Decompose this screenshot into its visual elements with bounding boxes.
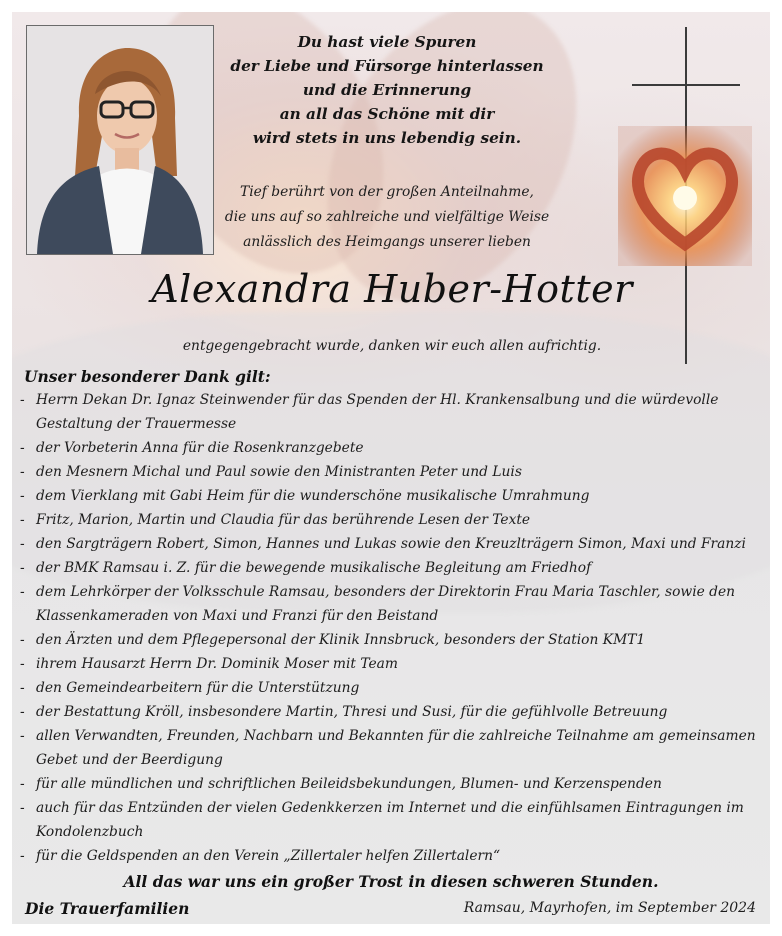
thanks-item [20, 388, 765, 436]
portrait-illustration [27, 26, 213, 254]
thanks-item-text: dem Lehrkörper der Volksschule Ramsau, besonders der Direktorin Frau Maria Taschler, sowie den Klassenkameraden von Maxi und Franzi für den Beistand [36, 584, 736, 624]
thanks-item [20, 724, 765, 772]
thanks-item [20, 508, 765, 532]
thanks-item-text: den Sargträgern Robert, Simon, Hannes und Lukas sowie den Kreuzlträgern Simon, Maxi und Franzi [36, 536, 746, 552]
list-dash: - [20, 440, 25, 456]
intro-line: anlässlich des Heimgangs unserer lieben [243, 234, 531, 250]
list-dash: - [20, 800, 25, 816]
closing-line: All das war uns ein großer Trost in diesen schweren Stunden. [123, 872, 659, 891]
thanks-item-text: den Mesnern Michal und Paul sowie den Ministranten Peter und Luis [36, 464, 522, 480]
thanks-item-text: der Vorbeterin Anna für die Rosenkranzgebete [36, 440, 364, 456]
thanks-item-text: dem Vierklang mit Gabi Heim für die wunderschöne musikalische Umrahmung [36, 488, 590, 504]
thanks-item [20, 628, 765, 652]
thanks-item [20, 556, 765, 580]
thanks-item-text: der Bestattung Kröll, insbesondere Martin, Thresi und Susi, für die gefühlvolle Betreuung [36, 704, 668, 720]
obituary-card [12, 12, 770, 924]
thanks-heading: Unser besonderer Dank gilt: [24, 367, 271, 386]
list-dash: - [20, 728, 25, 744]
thanks-item [20, 796, 765, 844]
thanks-item-text: den Gemeindearbeitern für die Unterstützung [36, 680, 360, 696]
thanks-item [20, 532, 765, 556]
thanks-item [20, 652, 765, 676]
thanks-item-text: allen Verwandten, Freunden, Nachbarn und Bekannten für die zahlreiche Teilnahme am gemeinsamen Gebet und der Beerdigung [36, 728, 756, 768]
poem [222, 30, 552, 150]
thanks-item [20, 460, 765, 484]
list-dash: - [20, 536, 25, 552]
thanks-item-text: für alle mündlichen und schriftlichen Beileidsbekundungen, Blumen- und Kerzenspenden [36, 776, 662, 792]
list-dash: - [20, 464, 25, 480]
thanks-item [20, 484, 765, 508]
list-dash: - [20, 776, 25, 792]
thanks-item-text: ihrem Hausarzt Herrn Dr. Dominik Moser mit Team [36, 656, 398, 672]
list-dash: - [20, 680, 25, 696]
thanks-item-text: der BMK Ramsau i. Z. für die bewegende musikalische Begleitung am Friedhof [36, 560, 592, 576]
poem-line: Du hast viele Spuren [297, 33, 477, 51]
list-dash: - [20, 848, 25, 864]
thanks-item [20, 700, 765, 724]
list-dash: - [20, 632, 25, 648]
list-dash: - [20, 704, 25, 720]
list-dash: - [20, 560, 25, 576]
thanks-item [20, 676, 765, 700]
signature: Die Trauerfamilien [25, 899, 190, 918]
list-dash: - [20, 488, 25, 504]
thanks-item-text: auch für das Entzünden der vielen Gedenkkerzen im Internet und die einfühlsamen Eintragungen im Kondolenzbuch [36, 800, 744, 840]
thanks-item-text: Herrn Dekan Dr. Ignaz Steinwender für das Spenden der Hl. Krankensalbung und die würdevolle Gestaltung der Trauermesse [36, 392, 719, 432]
poem-line: an all das Schöne mit dir [279, 105, 495, 123]
intro-line: Tief berührt von der großen Anteilnahme, [240, 184, 534, 200]
poem-line: der Liebe und Fürsorge hinterlassen [230, 57, 544, 75]
thanks-list [20, 388, 765, 868]
deceased-name: Alexandra Huber-Hotter [151, 267, 633, 311]
list-dash: - [20, 656, 25, 672]
cross-horizontal [632, 84, 740, 86]
list-dash: - [20, 512, 25, 528]
thanks-item [20, 436, 765, 460]
heart-hands-icon [618, 126, 752, 266]
place-date: Ramsau, Mayrhofen, im September 2024 [463, 900, 756, 916]
poem-line: wird stets in uns lebendig sein. [252, 129, 522, 147]
thanks-item-text: den Ärzten und dem Pflegepersonal der Klinik Innsbruck, besonders der Station KMT1 [36, 632, 646, 648]
list-dash: - [20, 392, 25, 408]
thanks-item-text: Fritz, Marion, Martin und Claudia für das berührende Lesen der Texte [36, 512, 531, 528]
heart-hands-image [618, 126, 752, 266]
intro-line: die uns auf so zahlreiche und vielfältige Weise [224, 209, 550, 225]
thanks-item [20, 844, 765, 868]
portrait-photo [26, 25, 214, 255]
thanks-item [20, 580, 765, 628]
thanks-item-text: für die Geldspenden an den Verein „Zillertaler helfen Zillertalern“ [36, 848, 501, 864]
poem-line: und die Erinnerung [302, 81, 472, 99]
thanks-item [20, 772, 765, 796]
intro-text [212, 180, 562, 255]
list-dash: - [20, 584, 25, 600]
after-name-text: entgegengebracht wurde, danken wir euch allen aufrichtig. [182, 338, 602, 354]
